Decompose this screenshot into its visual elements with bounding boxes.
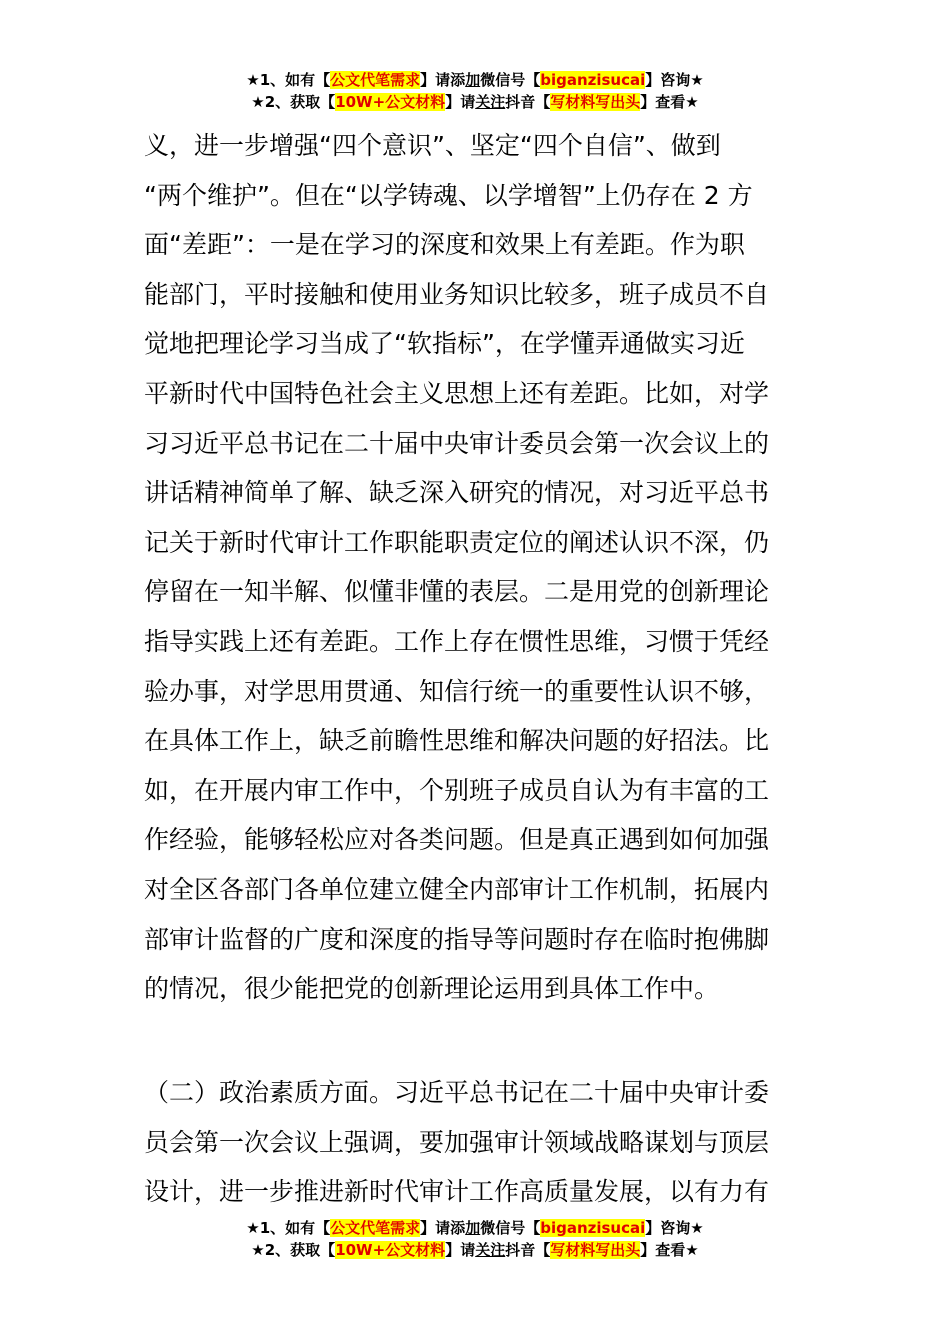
text-line: 面“差距”：一是在学习的深度和效果上有差距。作为职 [144, 230, 745, 260]
header-line-2-suffix: 】查看★ [640, 93, 699, 111]
footer-line-1-suffix: 】咨询★ [645, 1219, 704, 1237]
header-highlight-wechat-id: biganzisucai [540, 71, 646, 89]
text-line: 平新时代中国特色社会主义思想上还有差距。比如，对学 [144, 378, 770, 408]
text-line: 讲话精神简单了解、缺乏深入研究的情况，对习近平总书 [144, 478, 770, 508]
header-line-1-text: 】请添 [420, 71, 466, 89]
header-line-1-prefix: ★1、如有【 [246, 71, 331, 89]
text-line: （二）政治素质方面。习近平总书记在二十届中央审计委 [144, 1078, 770, 1107]
text-line: 的情况，很少能把党的创新理论运用到具体工作中。 [144, 974, 720, 1004]
header-line-2 [0, 92, 950, 114]
text-line: 如，在开展内审工作中，个别班子成员自认为有丰富的工 [144, 775, 770, 805]
header-line-1 [0, 70, 950, 92]
text-line: 能部门，平时接触和使用业务知识比较多，班子成员不自 [144, 279, 770, 309]
header-line-1-text-2: 微信号【 [480, 71, 541, 89]
header-banner [0, 70, 950, 114]
header-line-1-suffix: 】咨询★ [645, 71, 704, 89]
footer-line-2 [0, 1240, 950, 1262]
text-line: 部审计监督的广度和深度的指导等问题时存在临时抱佛脚 [144, 924, 770, 954]
footer-line-2-prefix: ★2、获取【 [251, 1241, 336, 1259]
footer-highlight-service: 公文代笔需求 [330, 1219, 421, 1237]
header-highlight-service: 公文代笔需求 [330, 71, 421, 89]
header-line-2-text-2: 抖音【 [505, 93, 551, 111]
header-line-2-underlined: 关注 [475, 93, 506, 111]
footer-line-1 [0, 1218, 950, 1240]
footer-line-2-suffix: 】查看★ [640, 1241, 699, 1259]
text-line: 员会第一次会议上强调，要加强审计领域战略谋划与顶层 [144, 1127, 770, 1157]
footer-line-2-underlined: 关注 [475, 1241, 506, 1259]
footer-line-2-text: 】请 [445, 1241, 476, 1259]
header-line-2-text: 】请 [445, 93, 476, 111]
header-highlight-douyin: 写材料写出头 [550, 93, 641, 111]
paragraph-1 [144, 121, 814, 1014]
footer-line-1-prefix: ★1、如有【 [246, 1219, 331, 1237]
text-line: 作经验，能够轻松应对各类问题。但是真正遇到如何加强 [144, 825, 770, 855]
text-line: 对全区各部门各单位建立健全内部审计工作机制，拓展内 [144, 874, 770, 904]
footer-banner [0, 1218, 950, 1262]
header-highlight-materials: 10W+公文材料 [335, 93, 446, 111]
footer-line-1-text-2: 微信号【 [480, 1219, 541, 1237]
header-line-1-underlined: 加 [465, 71, 481, 89]
text-line: 记关于新时代审计工作职能职责定位的阐述认识不深，仍 [144, 527, 770, 557]
text-line: 义，进一步增强“四个意识”、坚定“四个自信”、做到 [144, 131, 721, 160]
footer-line-1-text: 】请添 [420, 1219, 466, 1237]
text-line: 在具体工作上，缺乏前瞻性思维和解决问题的好招法。比 [144, 726, 770, 756]
text-line: 设计，进一步推进新时代审计工作高质量发展，以有力有 [144, 1177, 770, 1207]
footer-highlight-douyin: 写材料写出头 [550, 1241, 641, 1259]
footer-highlight-wechat-id: biganzisucai [540, 1219, 646, 1237]
text-line: 指导实践上还有差距。工作上存在惯性思维，习惯于凭经 [144, 626, 770, 656]
header-line-2-prefix: ★2、获取【 [251, 93, 336, 111]
footer-highlight-materials: 10W+公文材料 [335, 1241, 446, 1259]
footer-line-1-underlined: 加 [465, 1219, 481, 1237]
text-line: 停留在一知半解、似懂非懂的表层。二是用党的创新理论 [144, 577, 770, 607]
text-line: 觉地把理论学习当成了“软指标”，在学懂弄通做实习近 [144, 329, 745, 359]
text-line: 习习近平总书记在二十届中央审计委员会第一次会议上的 [144, 428, 770, 458]
text-line: “两个维护”。但在“以学铸魂、以学增智”上仍存在 2 方 [144, 180, 753, 210]
paragraph-2 [144, 1068, 814, 1217]
text-line: 验办事，对学思用贯通、知信行统一的重要性认识不够， [144, 676, 770, 706]
footer-line-2-text-2: 抖音【 [505, 1241, 551, 1259]
